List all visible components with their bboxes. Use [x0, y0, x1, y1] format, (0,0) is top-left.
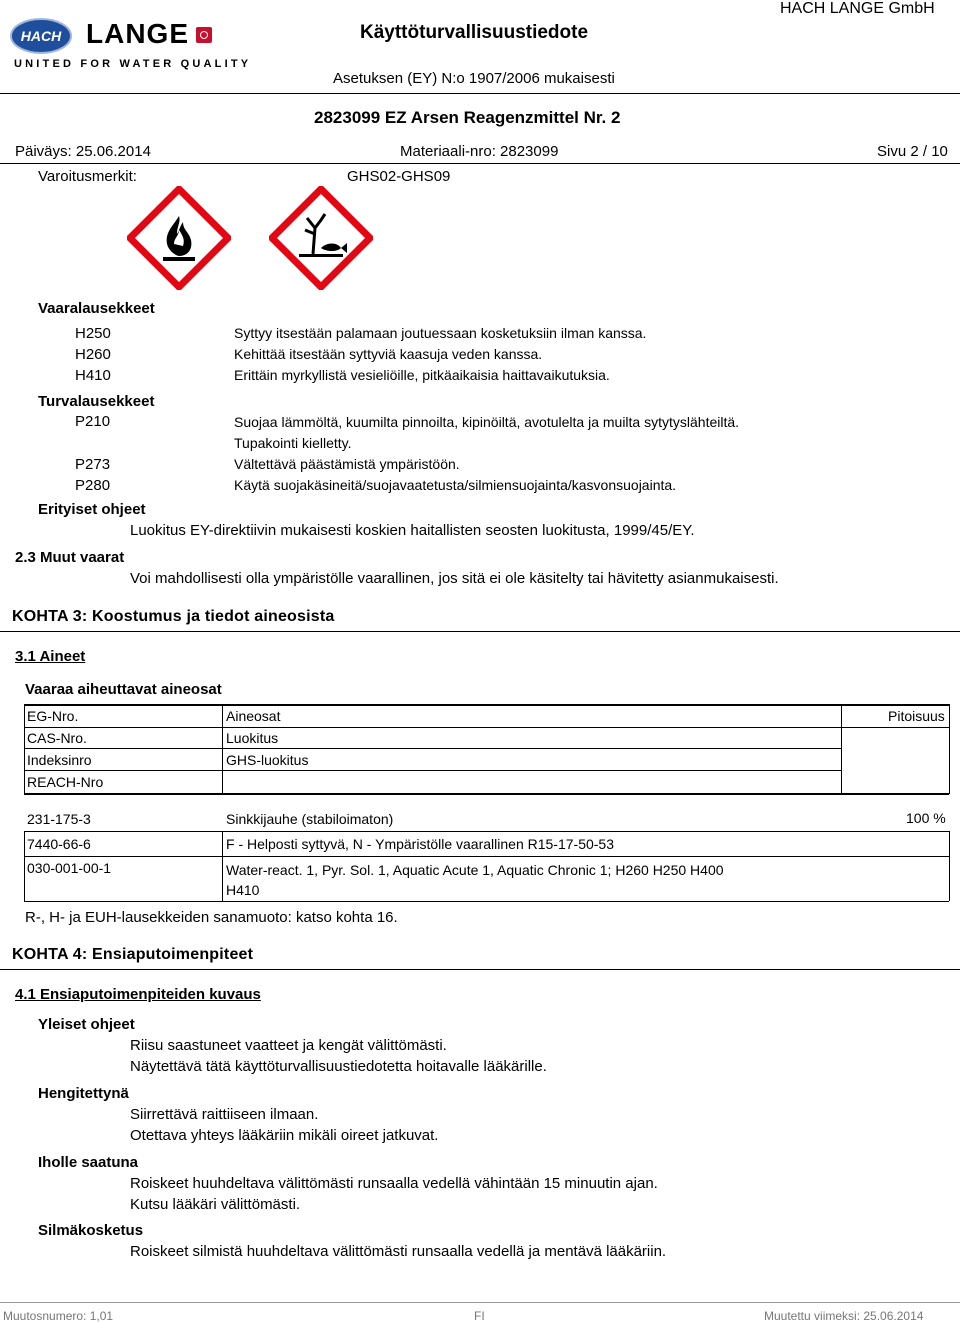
first-aid-line: Näytettävä tätä käyttöturvallisuustiedotetta hoitavalle lääkärille.	[130, 1058, 547, 1075]
doc-title: Käyttöturvallisuustiedote	[360, 22, 589, 43]
hach-logo	[10, 18, 72, 54]
hazard-code: H260	[75, 346, 111, 363]
first-aid-group-title: Iholle saatuna	[38, 1154, 139, 1171]
last-modified: Muutettu viimeksi: 25.06.2014	[764, 1309, 924, 1323]
section-3-rule	[0, 631, 960, 632]
revision-number: Muutosnumero: 1,01	[3, 1309, 114, 1323]
first-aid-group-title: Yleiset ohjeet	[38, 1016, 135, 1033]
header-classification: Luokitus	[226, 730, 279, 746]
lange-logo-mark	[196, 27, 212, 43]
precautionary-statements-title: Turvalausekkeet	[38, 393, 155, 410]
first-aid-line: Roiskeet silmistä huuhdeltava välittömästi runsaalla vedellä ja mentävä lääkäriin.	[130, 1243, 667, 1260]
environment-pictogram-icon	[269, 186, 373, 290]
header-rule-2	[0, 163, 960, 164]
page-number: Sivu 2 / 10	[877, 143, 948, 160]
cell-index: 030-001-00-1	[27, 860, 112, 876]
cell-cas-nro: 7440-66-6	[27, 836, 91, 852]
precaution-text: Tupakointi kielletty.	[234, 435, 352, 451]
warning-signs-label: Varoitusmerkit:	[38, 168, 137, 185]
special-instructions-title: Erityiset ohjeet	[38, 501, 146, 518]
hazard-statements-title: Vaaralausekkeet	[38, 300, 155, 317]
date: Päiväys: 25.06.2014	[15, 143, 151, 160]
hach-logo-text: HACH	[20, 28, 62, 44]
section-4-1-heading: 4.1 Ensiaputoimenpiteiden kuvaus	[15, 986, 261, 1003]
first-aid-line: Kutsu lääkäri välittömästi.	[130, 1196, 301, 1213]
precaution-text: Suojaa lämmöltä, kuumilta pinnoilta, kipinöiltä, avotulelta ja muilta sytytyslähteiltä.	[234, 414, 740, 430]
section-4-rule	[0, 969, 960, 970]
section-3-1-heading: 3.1 Aineet	[15, 648, 86, 665]
header-reach: REACH-Nro	[27, 774, 104, 790]
precaution-code: P210	[75, 413, 111, 430]
section-3-heading: KOHTA 3: Koostumus ja tiedot aineosista	[12, 608, 335, 625]
section-4-heading: KOHTA 4: Ensiaputoimenpiteet	[12, 946, 254, 963]
cell-ghs-line-2: H410	[226, 882, 260, 898]
language-code: FI	[474, 1309, 485, 1323]
precaution-text: Vältettävä päästämistä ympäristöön.	[234, 456, 460, 472]
hazard-text: Syttyy itsestään palamaan joutuessaan kosketuksiin ilman kanssa.	[234, 325, 647, 341]
hazard-code: H410	[75, 367, 111, 384]
other-hazards-text: Voi mahdollisesti olla ympäristölle vaarallinen, jos sitä ei ole käsitelty tai hävitetty asianmukaisesti.	[130, 570, 779, 587]
lange-logo: LANGE	[86, 18, 189, 49]
table-note: R-, H- ja EUH-lausekkeiden sanamuoto: katso kohta 16.	[25, 909, 398, 926]
hazard-text: Erittäin myrkyllistä vesieliöille, pitkäaikaisia haittavaikutuksia.	[234, 367, 610, 383]
flame-pictogram-icon	[127, 186, 231, 290]
first-aid-line: Roiskeet huuhdeltava välittömästi runsaalla vedellä vähintään 15 minuutin ajan.	[130, 1175, 658, 1192]
header-concentration: Pitoisuus	[888, 708, 945, 724]
cell-concentration: 100 %	[906, 810, 946, 826]
cell-classification: F - Helposti syttyvä, N - Ympäristölle vaarallinen R15-17-50-53	[226, 836, 615, 852]
table-title: Vaaraa aiheuttavat aineosat	[25, 681, 222, 698]
precaution-code: P273	[75, 456, 111, 473]
first-aid-line: Riisu saastuneet vaatteet ja kengät välittömästi.	[130, 1037, 447, 1054]
cell-substance: Sinkkijauhe (stabiloimaton)	[226, 811, 394, 827]
footer-rule	[0, 1302, 960, 1303]
header-index: Indeksinro	[27, 752, 92, 768]
product-name: 2823099 EZ Arsen Reagenzmittel Nr. 2	[314, 108, 621, 127]
company-name: HACH LANGE GmbH	[780, 0, 935, 17]
cell-eg-nro: 231-175-3	[27, 811, 91, 827]
other-hazards-title: 2.3 Muut vaarat	[15, 549, 125, 566]
material-number: Materiaali-nro: 2823099	[400, 143, 559, 160]
special-instructions-text: Luokitus EY-direktiivin mukaisesti koskien haitallisten seosten luokitusta, 1999/45/EY.	[130, 522, 695, 539]
regulation: Asetuksen (EY) N:o 1907/2006 mukaisesti	[333, 70, 615, 87]
header-substance: Aineosat	[226, 708, 281, 724]
precaution-code: P280	[75, 477, 111, 494]
precaution-text: Käytä suojakäsineitä/suojavaatetusta/silmiensuojainta/kasvonsuojainta.	[234, 477, 677, 493]
first-aid-group-title: Hengitettynä	[38, 1085, 129, 1102]
header-rule	[0, 93, 960, 94]
hazard-text: Kehittää itsestään syttyviä kaasuja veden kanssa.	[234, 346, 543, 362]
header-eg-nro: EG-Nro.	[27, 708, 79, 724]
header-ghs: GHS-luokitus	[226, 752, 309, 768]
first-aid-group-title: Silmäkosketus	[38, 1222, 144, 1239]
warning-signs-value: GHS02-GHS09	[347, 168, 451, 185]
hazard-code: H250	[75, 325, 111, 342]
cell-ghs-line-1: Water-react. 1, Pyr. Sol. 1, Aquatic Acute 1, Aquatic Chronic 1; H260 H250 H400	[226, 862, 724, 878]
tagline: UNITED FOR WATER QUALITY	[14, 58, 252, 70]
first-aid-line: Siirrettävä raittiiseen ilmaan.	[130, 1106, 319, 1123]
header-cas-nro: CAS-Nro.	[27, 730, 87, 746]
first-aid-line: Otettava yhteys lääkäriin mikäli oireet jatkuvat.	[130, 1127, 439, 1144]
